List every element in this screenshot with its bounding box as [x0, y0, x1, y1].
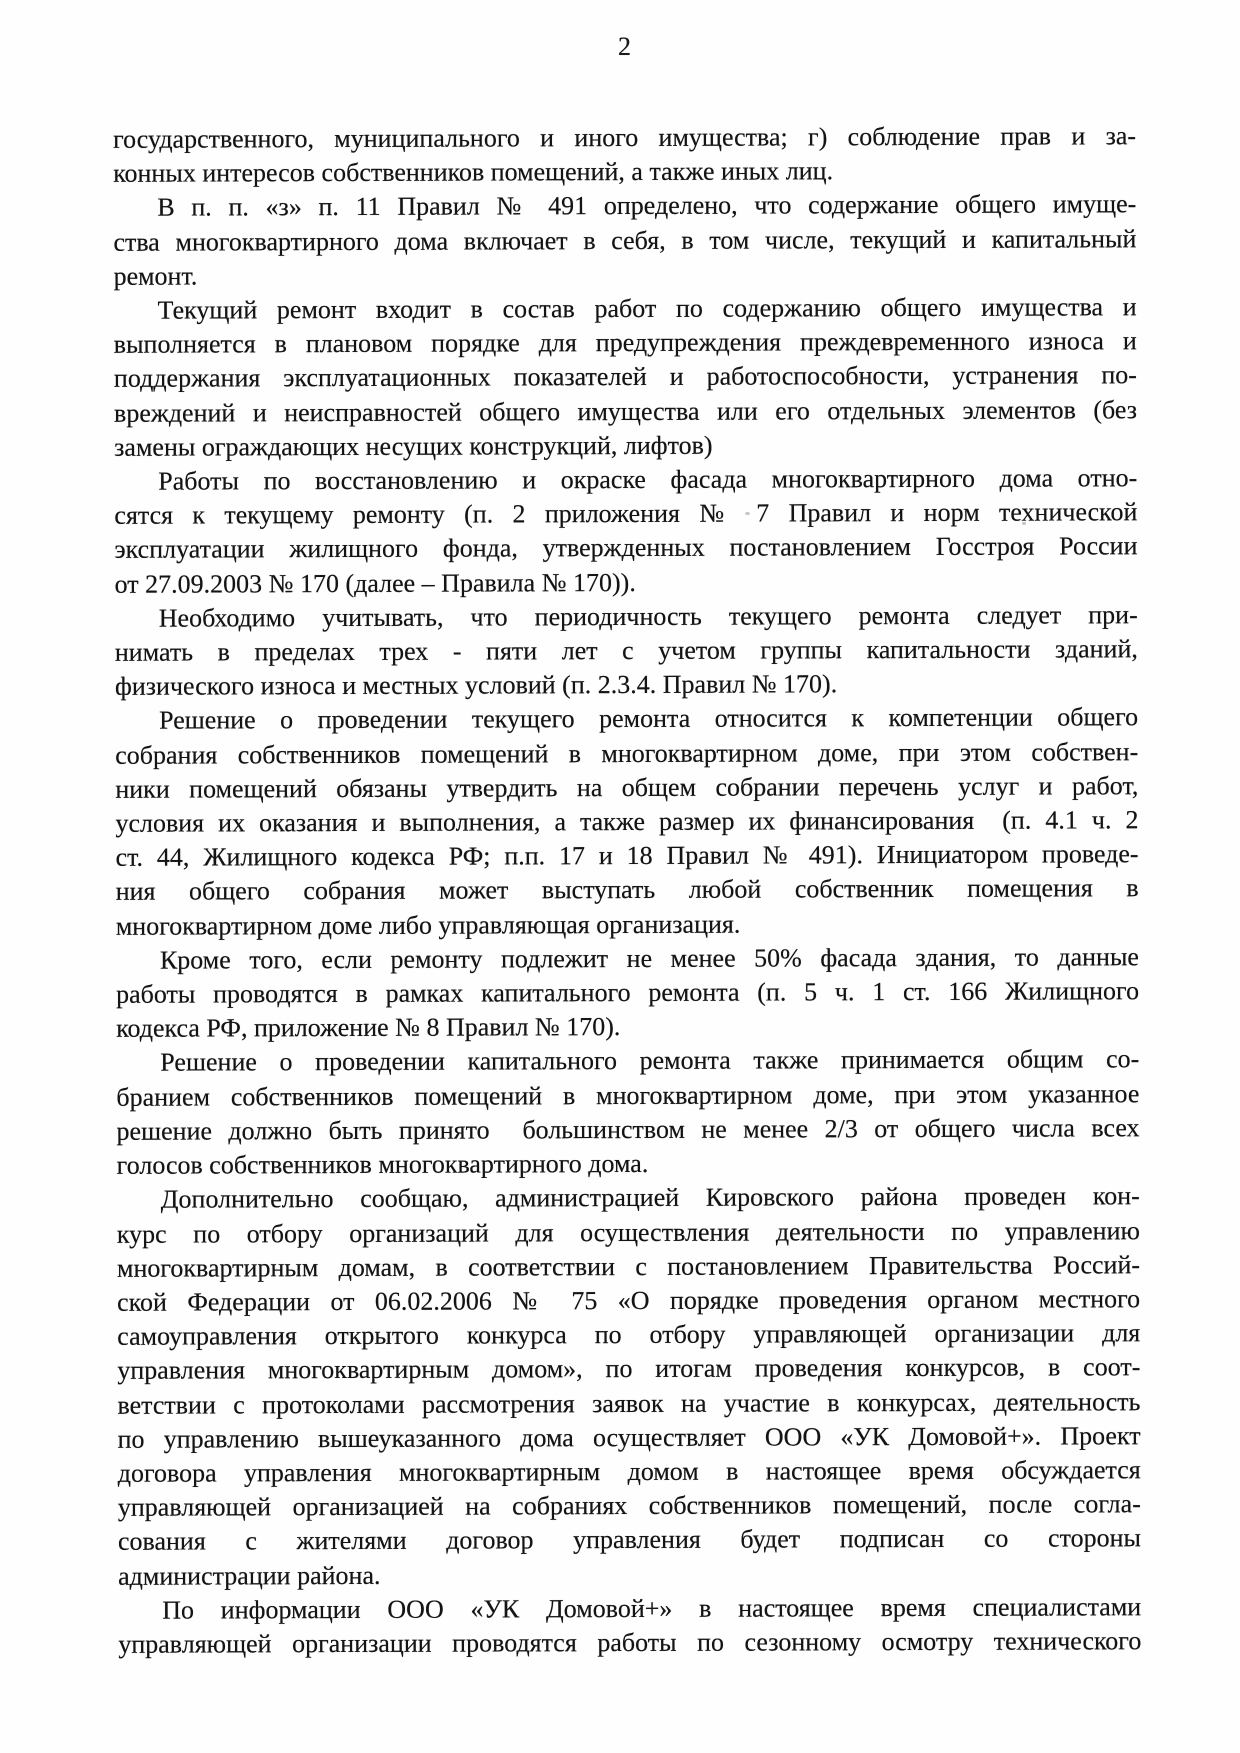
text-line: нимать в пределах трех - пяти лет с учетом группы капитальности зданий, [114, 634, 1138, 667]
paragraph [115, 598, 1138, 704]
text-line: физического износа и местных условий (п. 2.3.4. Правил № 170). [114, 669, 838, 702]
text-line: ст. 44, Жилищного кодекса РФ; п.п. 17 и 18 Правил № 491). Инициатором проведе- [115, 839, 1139, 873]
text-line: ской Федерации от 06.02.2006 № 75 «О порядке проведения органом местного [117, 1284, 1141, 1317]
paragraph [113, 188, 1136, 294]
text-line: управляющей организации проводятся работы по сезонному осмотру технического [118, 1626, 1142, 1659]
text-line: государственного, муниципального и иного имущества; г) соблюдение прав и за- [113, 121, 1137, 154]
paragraph [114, 461, 1137, 601]
text-line: по управлению вышеуказанного дома осуществляет ООО «УК Домовой+». Проект [117, 1420, 1141, 1454]
paragraph [115, 701, 1139, 944]
text-line: договора управления многоквартирным домом в настоящее время обсуждается [117, 1455, 1141, 1488]
text-line: эксплуатации жилищного фонда, утвержденных постановлением Госстроя России [114, 531, 1138, 565]
text-line: конных интересов собственников помещений, а также иных лиц. [113, 156, 834, 188]
page-number: 2 [618, 32, 631, 61]
paragraph [117, 1180, 1141, 1594]
document-text [113, 119, 1141, 1662]
paragraph [113, 119, 1136, 191]
text-line: ства многоквартирного дома включает в себя, в том числе, текущий и капитальный [113, 223, 1137, 257]
text-line: ветствии с протоколами рассмотрения заявок на участие в конкурсах, деятельность [117, 1386, 1141, 1420]
text-line: сятся к текущему ремонту (п. 2 приложения № 7 Правил и норм технической [114, 497, 1138, 531]
text-line: В п. п. «з» п. 11 Правил № 491 определено, что содержание общего имуще- [157, 189, 1137, 223]
paragraph [116, 940, 1139, 1046]
text-line: Кроме того, если ремонту подлежит не менее 50% фасада здания, то данные [159, 942, 1139, 975]
text-line: выполняется в плановом порядке для предупреждения преждевременного износа и [113, 326, 1137, 360]
text-line: ники помещений обязаны утвердить на общем собрании перечень услуг и работ, [115, 771, 1139, 804]
paragraph [116, 1043, 1139, 1183]
text-line: Решение о проведении текущего ремонта относится к компетенции общего [159, 702, 1139, 736]
text-line: поддержания эксплуатационных показателей и работоспособности, устранения по- [113, 360, 1137, 394]
text-line: бранием собственников помещений в многоквартирном доме, при этом указанное [116, 1078, 1140, 1112]
text-line: решение должно быть принято большинством не менее 2/3 от общего числа всех [116, 1113, 1140, 1146]
text-line: многоквартирном доме либо управляющая организация. [115, 909, 741, 941]
text-line: Текущий ремонт входит в состав работ по содержанию общего имущества и [157, 292, 1137, 325]
text-line: ремонт. [113, 261, 198, 291]
text-line: По информации ООО «УК Домовой+» в настоящее время специалистами [162, 1591, 1142, 1625]
paragraph [114, 290, 1138, 465]
text-line: курс по отбору организаций для осуществления деятельности по управлению [116, 1215, 1140, 1249]
text-line: самоуправления открытого конкурса по отбору управляющей организации для [117, 1318, 1141, 1351]
text-line: условия их оказания и выполнения, а также размер их финансирования (п. 4.1 ч. 2 [115, 805, 1139, 838]
scan-speckle [745, 512, 750, 515]
scan-speckle [1022, 522, 1026, 525]
text-line: работы проводятся в рамках капитального ремонта (п. 5 ч. 1 ст. 166 Жилищного [115, 976, 1140, 1009]
text-line: кодекса РФ, приложение № 8 Правил № 170). [116, 1012, 621, 1044]
text-line: администрации района. [118, 1560, 381, 1591]
text-line: Решение о проведении капитального ремонта также принимается общим со- [160, 1044, 1140, 1078]
text-line: многоквартирным домам, в соответствии с постановлением Правительства Россий- [116, 1249, 1141, 1283]
text-line: управления многоквартирным домом», по итогам проведения конкурсов, в соот- [117, 1352, 1141, 1386]
text-line: от 27.09.2003 № 170 (далее – Правила № 170)). [114, 567, 636, 599]
text-line: Дополнительно сообщаю, администрацией Кировского района проведен кон- [160, 1181, 1140, 1214]
text-line: Работы по восстановлению и окраске фасада многоквартирного дома отно- [158, 463, 1138, 496]
text-line: управляющей организацией на собраниях собственников помещений, после согла- [117, 1489, 1141, 1522]
text-line: собрания собственников помещений в многоквартирном доме, при этом собствен- [115, 736, 1139, 770]
text-line: ния общего собрания может выступать любой собственник помещения в [115, 873, 1139, 907]
text-line: Необходимо учитывать, что периодичность текущего ремонта следует при- [158, 600, 1138, 633]
text-line: сования с жителями договор управления будет подписан со стороны [117, 1523, 1142, 1557]
text-line: замены ограждающих несущих конструкций, лифтов) [114, 430, 713, 462]
text-line: вреждений и неисправностей общего имущества или его отдельных элементов (без [113, 394, 1138, 428]
text-line: голосов собственников многоквартирного дома. [116, 1149, 649, 1180]
paragraph [118, 1590, 1141, 1662]
